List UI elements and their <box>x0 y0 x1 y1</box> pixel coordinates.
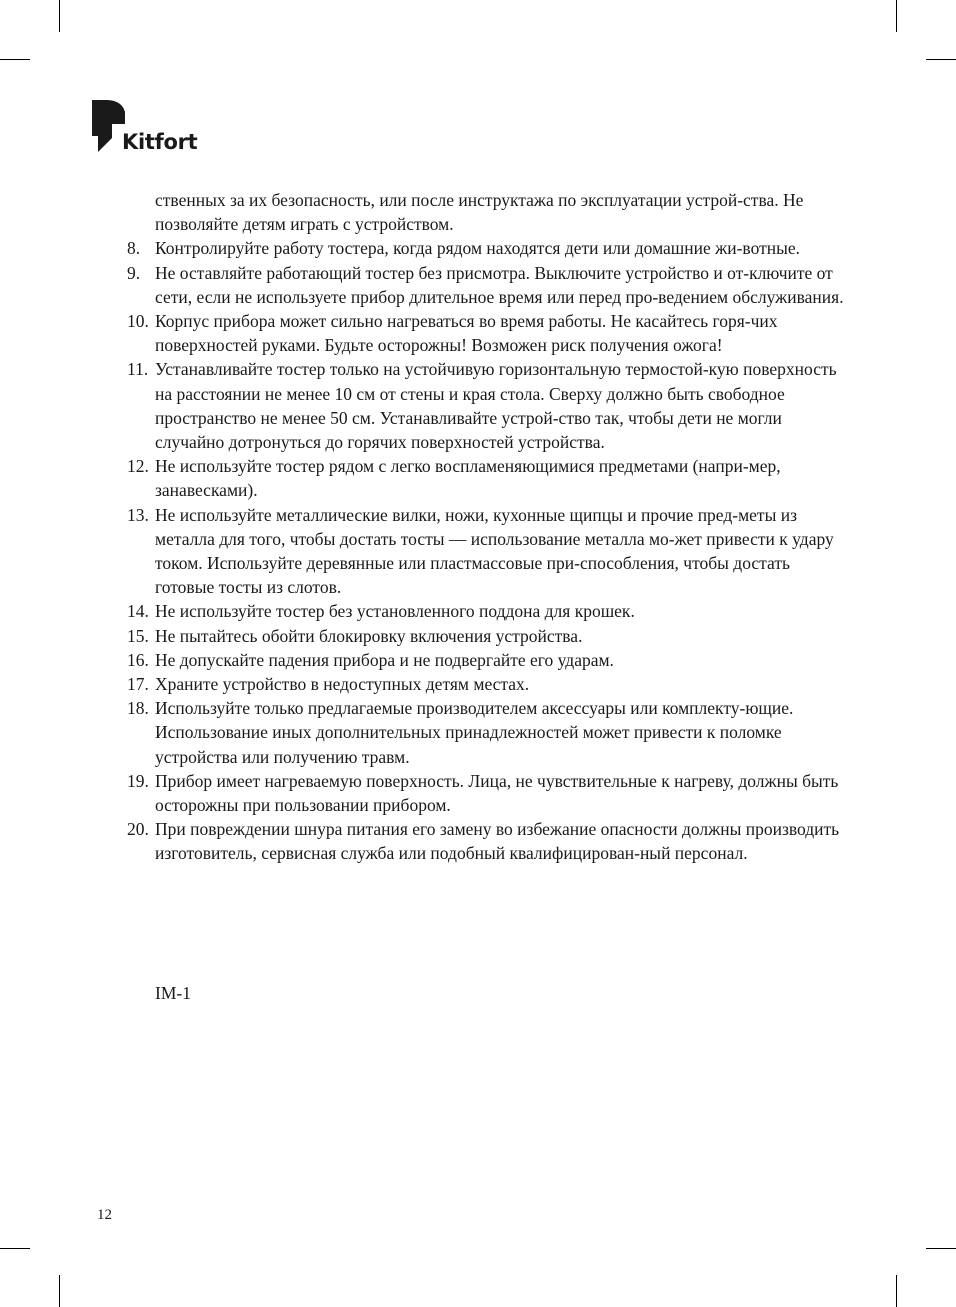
list-item <box>127 357 847 454</box>
brand-name: Kitfort <box>122 130 198 154</box>
crop-mark <box>896 0 897 32</box>
crop-mark <box>59 0 60 32</box>
safety-instructions <box>127 188 847 866</box>
page-number: 12 <box>97 1207 112 1223</box>
item-number: 18. <box>127 698 149 719</box>
list-item <box>127 672 847 696</box>
item-text: Не допускайте падения прибора и не подвергайте его ударам. <box>155 649 614 670</box>
crop-mark <box>896 1275 897 1307</box>
list-item <box>127 599 847 623</box>
item-text: Не используйте тостер рядом с легко воспламеняющимися предметами (напри-мер, занавесками). <box>155 456 781 501</box>
item-text: Не оставляйте работающий тостер без присмотра. Выключите устройство и от-ключите от сети, если не используете прибор длительное время или перед про-ведением обслуживания. <box>155 262 844 307</box>
item-number: 14. <box>127 601 149 622</box>
list-item <box>127 309 847 357</box>
item-number: 17. <box>127 674 149 695</box>
item-text: Прибор имеет нагреваемую поверхность. Лица, не чувствительные к нагреву, должны быть осторожны при пользовании прибором. <box>155 770 839 816</box>
item-number: 19. <box>127 770 149 791</box>
crop-mark <box>926 59 956 60</box>
item-number: 9. <box>127 262 141 283</box>
item-number: 16. <box>127 649 149 670</box>
list-item <box>127 236 847 260</box>
item-text: При повреждении шнура питания его замену во избежание опасности должны производить изготовитель, сервисная служба или подобный квалифицирован-ный персонал. <box>155 819 840 864</box>
rules-list <box>127 236 847 865</box>
list-item <box>127 261 847 309</box>
item-text: Не пытайтесь обойти блокировку включения устройства. <box>155 625 583 646</box>
list-item <box>127 624 847 648</box>
document-code: IM-1 <box>155 983 191 1003</box>
list-item <box>127 454 847 502</box>
kitfort-logo <box>92 100 212 158</box>
item-text: Не используйте тостер без установленного поддона для крошек. <box>155 601 635 622</box>
crop-mark <box>59 1275 60 1307</box>
list-item <box>127 503 847 600</box>
item-number: 12. <box>127 456 149 477</box>
item-number: 13. <box>127 504 149 525</box>
crop-mark <box>926 1248 956 1249</box>
item-text: Храните устройство в недоступных детям местах. <box>155 674 530 695</box>
item-text: Используйте только предлагаемые производителем аксессуары или комплекту-ющие. Использование иных дополнительных принадлежностей может привести к поломке устройства или получению травм. <box>155 698 794 767</box>
crop-mark <box>0 59 30 60</box>
item-text: Устанавливайте тостер только на устойчивую горизонтальную термостой-кую поверхность на расстоянии не менее 10 см от стены и края стола. Сверху должно быть свободное пространство не менее 50 см. Устанавливайте устрой-ство так, чтобы дети не могли случайно дотронуться до горячих поверхностей устройства. <box>155 359 837 453</box>
item-number: 11. <box>127 359 149 380</box>
item-text: Корпус прибора может сильно нагреваться во время работы. Не касайтесь горя-чих поверхностей руками. Будьте осторожны! Возможен риск получения ожога! <box>155 311 778 356</box>
item-number: 8. <box>127 238 141 259</box>
item-text: Контролируйте работу тостера, когда рядом находятся дети или домашние жи-вотные. <box>155 238 801 259</box>
intro-paragraph: ственных за их безопасность, или после инструктажа по эксплуатации устрой-ства. Не позволяйте детям играть с устройством. <box>155 190 804 235</box>
list-item <box>127 817 847 865</box>
item-text: Не используйте металлические вилки, ножи, кухонные щипцы и прочие пред-меты из металла для того, чтобы достать тосты — использование металла мо-жет привести к удару током. Используйте деревянные или пластмассовые при-способления, чтобы достать готовые тосты из слотов. <box>155 504 834 598</box>
item-number: 15. <box>127 625 149 646</box>
list-item <box>127 648 847 672</box>
item-number: 20. <box>127 819 149 840</box>
list-item <box>127 769 847 817</box>
list-item <box>127 696 847 769</box>
crop-mark <box>0 1248 30 1249</box>
item-number: 10. <box>127 311 149 332</box>
